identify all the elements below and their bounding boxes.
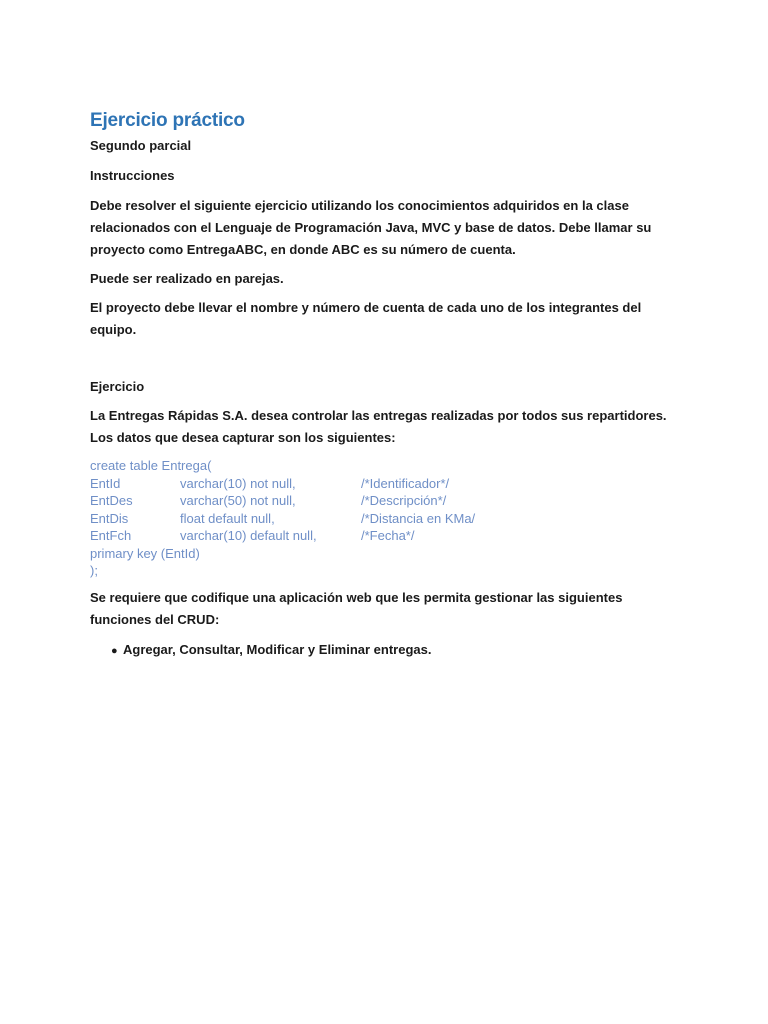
exercise-heading: Ejercicio [90, 379, 145, 394]
document-page [90, 108, 680, 677]
code-line [90, 545, 680, 563]
code-column-type: float default null, [180, 510, 275, 526]
sql-code-block [90, 457, 680, 580]
instructions-heading: Instrucciones [90, 168, 175, 183]
code-column-comment: /*Identificador*/ [361, 475, 450, 491]
pairs-paragraph: Puede ser realizado en parejas. [90, 271, 284, 286]
code-column-type: varchar(10) default null, [180, 528, 317, 543]
page-title: Ejercicio práctico [90, 110, 245, 131]
code-column-type: varchar(10) not null, [180, 475, 296, 491]
code-line [90, 562, 680, 580]
code-line [90, 457, 680, 475]
code-primary-key: primary key (EntId) [90, 545, 200, 561]
code-create-table: create table Entrega( [90, 458, 212, 473]
code-line [90, 527, 680, 545]
bullet-list [90, 640, 680, 661]
list-item [90, 640, 680, 661]
code-column-name: EntDes [90, 493, 133, 508]
instructions-paragraph: Debe resolver el siguiente ejercicio utilizando los conocimientos adquiridos en la clase relacionados con el Lenguaje de Programación Java, MVC y base de datos. Debe llamar su proyecto como EntregaABC, en donde ABC es su número de cuenta. [90, 198, 652, 257]
code-line [90, 492, 680, 510]
code-column-type: varchar(50) not null, [180, 493, 296, 508]
page-subtitle: Segundo parcial [90, 138, 192, 153]
code-column-name: EntDis [90, 510, 129, 526]
code-column-comment: /*Descripción*/ [361, 493, 447, 508]
code-column-name: EntFch [90, 528, 132, 543]
exercise-intro: La Entregas Rápidas S.A. desea controlar las entregas realizadas por todos sus repartidores. Los datos que desea capturar son los siguientes: [90, 408, 667, 445]
code-line [90, 475, 680, 493]
code-line [90, 510, 680, 528]
code-column-name: EntId [90, 475, 121, 491]
code-column-comment: /*Distancia en KMa/ [361, 510, 476, 526]
code-closing: ); [90, 563, 98, 578]
team-paragraph: El proyecto debe llevar el nombre y número de cuenta de cada uno de los integrantes del equipo. [90, 300, 642, 337]
code-column-comment: /*Fecha*/ [361, 528, 415, 543]
requirement-paragraph: Se requiere que codifique una aplicación web que les permita gestionar las siguientes funciones del CRUD: [90, 589, 623, 627]
bullet-icon: ● [111, 644, 118, 657]
bullet-text: Agregar, Consultar, Modificar y Eliminar entregas. [123, 641, 432, 657]
